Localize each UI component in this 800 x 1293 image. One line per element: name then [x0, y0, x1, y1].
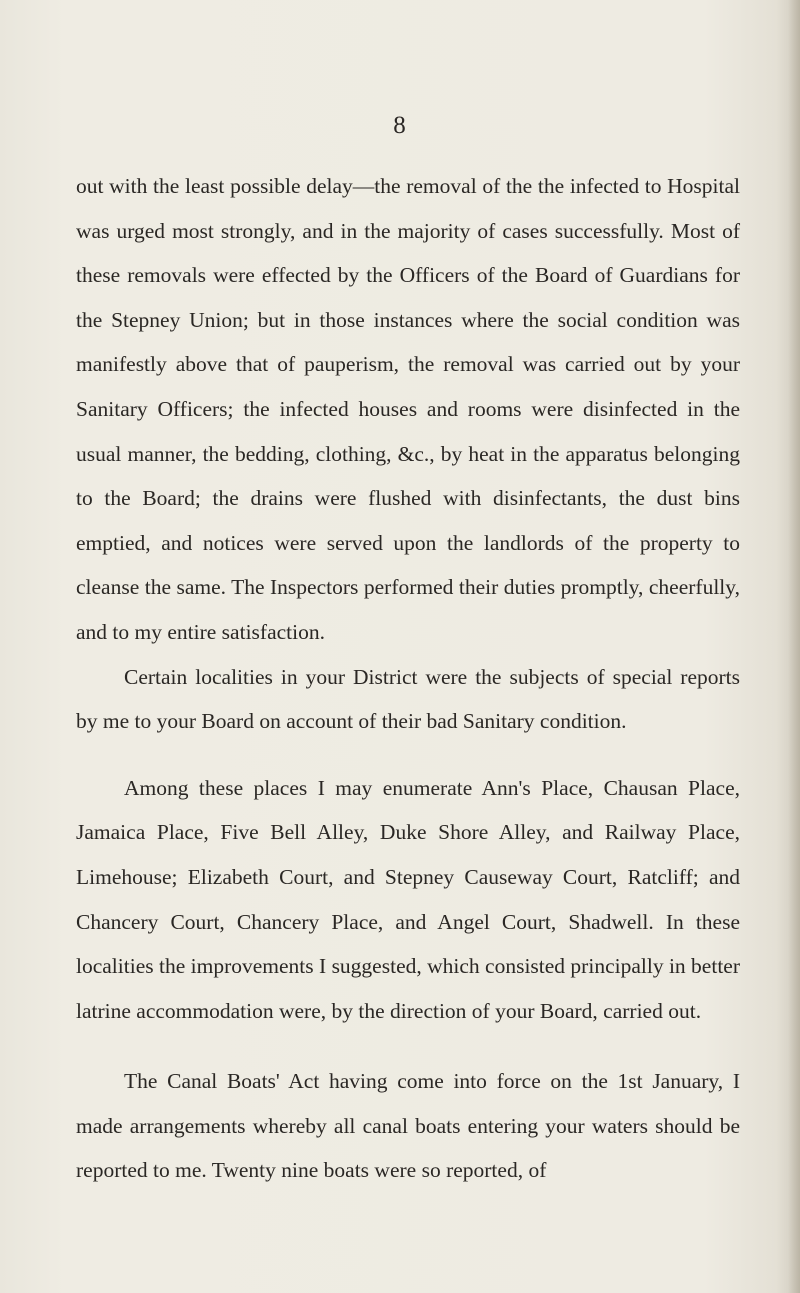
paragraph-2: Certain localities in your District were the subjects of special reports by me to your Board on account of their bad Sanitary condition. — [76, 664, 740, 734]
paragraph-3: Among these places I may enumerate Ann's Place, Chausan Place, Jamaica Place, Five Bell Alley, Duke Shore Alley, and Railway Place, Limehouse; Elizabeth Court, and Stepney Causeway Court, Ratcliff; and Chancery Court, Chancery Place, and Angel Court, Shadwell. In these localities the improvements I suggested, which consisted principally in better latrine accommodation were, by the direction of your Board, carried out. — [76, 775, 740, 1023]
page-edge-shadow — [788, 0, 800, 1293]
paragraph-4: The Canal Boats' Act having come into force on the 1st January, I made arrangements whereby all canal boats entering your waters should be reported to me. Twenty nine boats were so reported, of — [76, 1069, 740, 1183]
paragraph-1: out with the least possible delay—the removal of the the infected to Hospital was urged most strongly, and in the majority of cases successfully. Most of these removals were effected by the Officers of the Board of Guardians for the Stepney Union; but in those instances where the social condition was manifestly above that of pauperism, the removal was carried out by your Sanitary Officers; the infected houses and rooms were disinfected in the usual manner, the bedding, clothing, &c., by heat in the apparatus belonging to the Board; the drains were flushed with disinfectants, the dust bins emptied, and notices were served upon the landlords of the property to cleanse the same. The Inspectors performed their duties promptly, cheerfully, and to my entire satisfaction. — [76, 174, 740, 644]
body-text — [76, 164, 740, 1193]
page-number: 8 — [393, 112, 407, 139]
